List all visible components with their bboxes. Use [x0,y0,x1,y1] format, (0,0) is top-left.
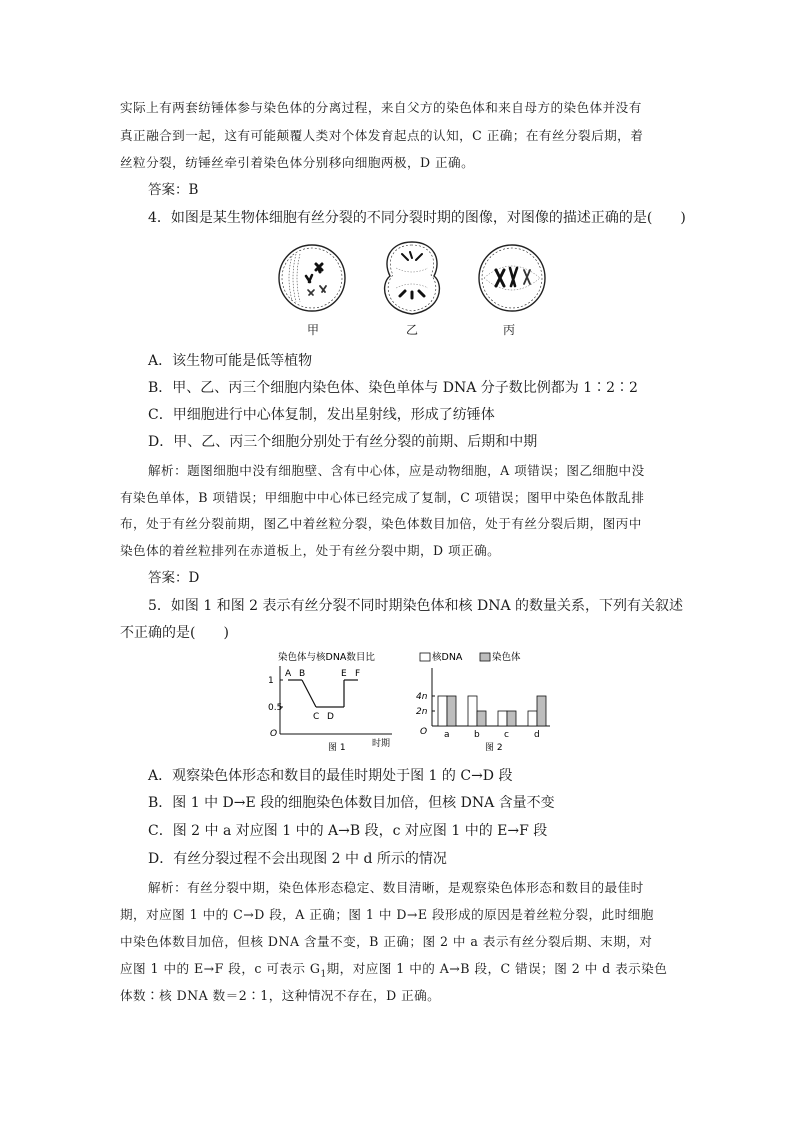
fig1-point-label: F [355,669,361,679]
fig1-point-label: E [341,669,347,679]
q5-stem: 不正确的是( ) [120,625,229,641]
fig2-category-label: d [534,730,540,740]
figure-label-bing: 丙 [502,323,515,337]
fig1-y-tick-label: 1 [268,676,274,686]
q5-option-c: C．图 2 中 a 对应图 1 中的 A→B 段，c 对应图 1 中的 E→F 段 [148,823,548,839]
fig2-bar [438,696,447,726]
fig2-bar [507,711,516,726]
fig2-category-label: b [474,730,480,740]
fig1-point-label: C [313,712,320,722]
exp4-post: 期，对应图 1 中的 A→B 段，C 错误；图 2 中 d 表示染色 [326,961,668,976]
fig2-bar [537,696,546,726]
q4-explanation-line: 染色体的着丝粒排列在赤道板上，处于有丝分裂中期，D 项正确。 [120,543,501,558]
exp4-pre: 应图 1 中的 E→F 段，c 可表示 G [120,961,321,976]
fig2-category-label: a [444,730,450,740]
q4-explanation-line: 解析：题图细胞中没有细胞壁、含有中心体，应是动物细胞，A 项错误；图乙细胞中没 [148,463,645,478]
legend-dna-swatch [420,653,430,661]
fig2-y-tick-label: 2n [416,707,428,717]
fig1-caption: 图 1 [328,743,346,753]
fig1-y-tick-label: 0.5 [268,703,283,713]
fig1-origin: O [270,729,278,739]
fig2-caption: 图 2 [485,743,503,753]
q5-option-a: A．观察染色体形态和数目的最佳时期处于图 1 的 C→D 段 [148,768,513,784]
fig2-bar [528,711,537,726]
q5-explanation-line: 解析：有丝分裂中期，染色体形态稳定、数目清晰，是观察染色体形态和数目的最佳时 [148,880,644,895]
q5-explanation-line: 中染色体数目加倍，但核 DNA 含量不变，B 正确；图 2 中 a 表示有丝分裂后期、末期，对 [120,934,653,949]
fig2-bar [447,696,456,726]
figure-1-line-chart [260,646,400,754]
figure-label-yi: 乙 [405,323,418,337]
cell-bing-drawing [479,245,545,311]
q3-explanation-line: 丝粒分裂，纺锤丝牵引着染色体分别移向细胞两极，D 正确。 [120,155,475,170]
figure-2-bar-chart [410,646,560,754]
fig2-origin: O [420,727,428,737]
q5-explanation-line: 体数∶核 DNA 数＝2∶1，这种情况不存在，D 正确。 [120,988,441,1003]
fig2-y-tick-label: 4n [416,692,428,702]
fig1-point-label: B [299,669,306,679]
fig1-xlabel: 时期 [372,739,391,749]
q3-explanation-line: 真正融合到一起，这有可能颠覆人类对个体发育起点的认知，C 正确；在有丝分裂后期，着 [120,128,644,143]
q5-explanation-line: 期，对应图 1 中的 C→D 段，A 正确；图 1 中 D→E 段形成的原因是着丝粒分裂，此时细胞 [120,907,654,922]
q4-option-a: A．该生物可能是低等植物 [148,353,313,369]
legend-chromosome-swatch [480,653,490,661]
fig2-category-label: c [504,730,509,740]
q5-option-d: D．有丝分裂过程不会出现图 2 中 d 所示的情况 [148,851,447,867]
q5-option-b: B．图 1 中 D→E 段的细胞染色体数目加倍，但核 DNA 含量不变 [148,795,555,811]
fig1-title: 染色体与核DNA数目比 [278,652,375,663]
legend-chromosome-label: 染色体 [492,652,521,663]
fig1-series-segment [302,680,316,707]
fig1-point-label: A [285,669,292,679]
fig2-bar [498,711,507,726]
q4-answer: 答案：D [148,570,200,586]
q5-stem: 5．如图 1 和图 2 表示有丝分裂不同时期染色体和核 DNA 的数量关系，下列有关叙述 [148,598,684,614]
q3-explanation-line: 实际上有两套纺锤体参与染色体的分离过程，来自父方的染色体和来自母方的染色体并没有 [120,100,642,115]
q5-explanation-line [120,958,680,980]
cell-yi-drawing [385,242,440,314]
q4-option-b: B．甲、乙、丙三个细胞内染色体、染色单体与 DNA 分子数比例都为 1∶2∶2 [148,380,638,396]
q4-option-c: C．甲细胞进行中心体复制，发出星射线，形成了纺锤体 [148,407,495,423]
legend-dna-label: 核DNA [432,652,463,663]
fig2-bar [477,711,486,726]
q4-explanation-line: 有染色单体，B 项错误；甲细胞中中心体已经完成了复制，C 项错误；图甲中染色体散乱排 [120,490,645,505]
fig1-point-label: D [327,712,334,722]
fig2-bar [468,696,477,726]
q3-answer: 答案：B [148,182,199,198]
q4-option-d: D．甲、乙、丙三个细胞分别处于有丝分裂的前期、后期和中期 [148,434,538,450]
cell-jia-drawing [279,245,345,311]
g1-subscript: 1 [320,969,327,980]
q4-stem: 4．如图是某生物体细胞有丝分裂的不同分裂时期的图像，对图像的描述正确的是( ) [148,210,686,226]
figure-label-jia: 甲 [306,323,319,337]
q4-explanation-line: 布，处于有丝分裂前期，图乙中着丝粒分裂，染色体数目加倍，处于有丝分裂后期，图丙中 [120,516,642,531]
